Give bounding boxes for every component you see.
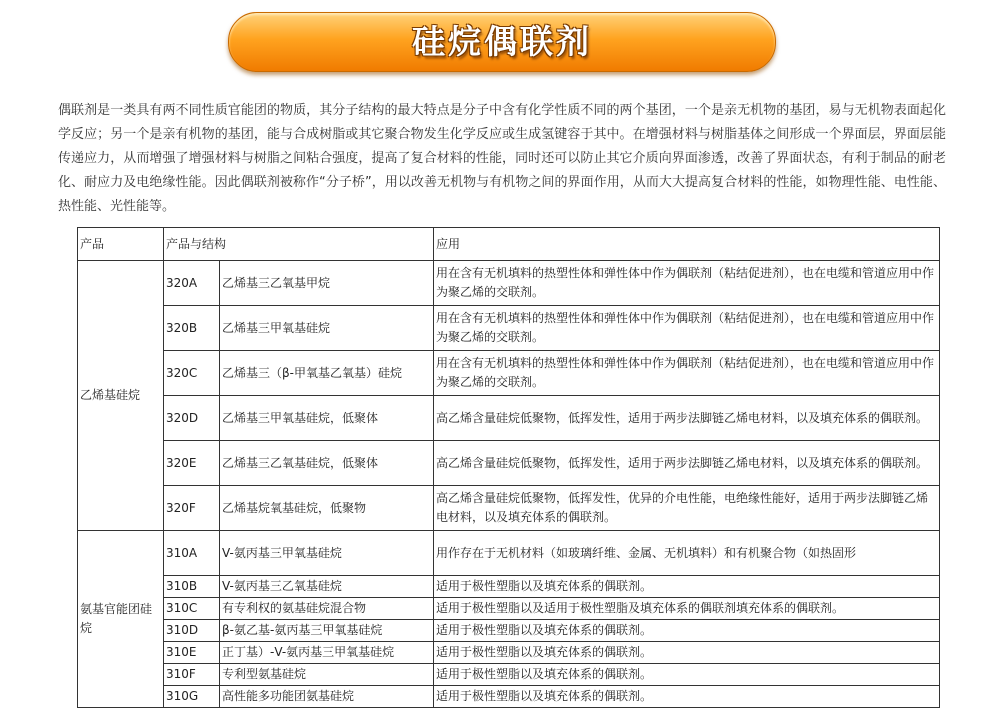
product-name: 乙烯基三甲氧基硅烷，低聚体	[220, 396, 434, 441]
product-application: 适用于极性塑脂以及填充体系的偶联剂。	[434, 576, 940, 598]
product-application: 适用于极性塑脂以及适用于极性塑脂及填充体系的偶联剂填充体系的偶联剂。	[434, 598, 940, 620]
title-banner	[228, 12, 776, 72]
product-application: 用在含有无机填料的热塑性体和弹性体中作为偶联剂（粘结促进剂），也在电缆和管道应用中作为聚乙烯的交联剂。	[434, 261, 940, 306]
product-name: 乙烯基烷氧基硅烷，低聚物	[220, 486, 434, 531]
table-header-row	[78, 228, 940, 261]
page-title: 硅烷偶联剂	[412, 22, 592, 61]
product-name: 正丁基）-V-氨丙基三甲氧基硅烷	[220, 642, 434, 664]
product-code: 310C	[164, 598, 220, 620]
product-application: 高乙烯含量硅烷低聚物，低挥发性，适用于两步法脚链乙烯电材料，以及填充体系的偶联剂。	[434, 396, 940, 441]
product-name: 有专利权的氨基硅烷混合物	[220, 598, 434, 620]
product-name: 乙烯基三甲氧基硅烷	[220, 306, 434, 351]
table-row	[78, 531, 940, 576]
table-row	[78, 576, 940, 598]
table-row	[78, 598, 940, 620]
product-name: 乙烯基三乙氧基甲烷	[220, 261, 434, 306]
product-code: 310D	[164, 620, 220, 642]
product-code: 320E	[164, 441, 220, 486]
product-application: 用在含有无机填料的热塑性体和弹性体中作为偶联剂（粘结促进剂），也在电缆和管道应用中作为聚乙烯的交联剂。	[434, 306, 940, 351]
table-row	[78, 642, 940, 664]
product-application: 高乙烯含量硅烷低聚物，低挥发性，适用于两步法脚链乙烯电材料，以及填充体系的偶联剂。	[434, 441, 940, 486]
table-row	[78, 261, 940, 306]
product-code: 320B	[164, 306, 220, 351]
product-application: 适用于极性塑脂以及填充体系的偶联剂。	[434, 620, 940, 642]
product-code: 320C	[164, 351, 220, 396]
table-row	[78, 620, 940, 642]
product-application: 适用于极性塑脂以及填充体系的偶联剂。	[434, 642, 940, 664]
product-code: 310G	[164, 686, 220, 708]
product-application: 用在含有无机填料的热塑性体和弹性体中作为偶联剂（粘结促进剂），也在电缆和管道应用中作为聚乙烯的交联剂。	[434, 351, 940, 396]
header-application: 应用	[434, 228, 940, 261]
table-row	[78, 306, 940, 351]
product-name: 乙烯基三（β-甲氧基乙氧基）硅烷	[220, 351, 434, 396]
product-name: 专利型氨基硅烷	[220, 664, 434, 686]
product-name: V-氨丙基三乙氧基硅烷	[220, 576, 434, 598]
product-code: 310F	[164, 664, 220, 686]
table-row	[78, 486, 940, 531]
product-code: 320F	[164, 486, 220, 531]
header-product: 产品	[78, 228, 164, 261]
product-name: 高性能多功能团氨基硅烷	[220, 686, 434, 708]
intro-paragraph: 偶联剂是一类具有两不同性质官能团的物质，其分子结构的最大特点是分子中含有化学性质不同的两个基团，一个是亲无机物的基团，易与无机物表面起化学反应；另一个是亲有机物的基团，能与合成树脂或其它聚合物发生化学反应或生成氢键容于其中。在增强材料与树脂基体之间形成一个界面层，界面层能传递应力，从而增强了增强材料与树脂之间粘合强度，提高了复合材料的性能，同时还可以防止其它介质向界面渗透，改善了界面状态，有利于制品的耐老化、耐应力及电绝缘性能。因此偶联剂被称作“分子桥”，用以改善无机物与有机物之间的界面作用，从而大大提高复合材料的性能，如物理性能、电性能、热性能、光性能等。	[58, 103, 946, 214]
product-application: 适用于极性塑脂以及填充体系的偶联剂。	[434, 664, 940, 686]
product-application: 高乙烯含量硅烷低聚物，低挥发性，优异的介电性能，电绝缘性能好，适用于两步法脚链乙烯电材料，以及填充体系的偶联剂。	[434, 486, 940, 531]
table-row	[78, 351, 940, 396]
table-row	[78, 686, 940, 708]
table-row	[78, 396, 940, 441]
product-name: β-氨乙基-氨丙基三甲氧基硅烷	[220, 620, 434, 642]
product-code: 310E	[164, 642, 220, 664]
product-code: 320D	[164, 396, 220, 441]
product-name: 乙烯基三乙氧基硅烷，低聚体	[220, 441, 434, 486]
product-application: 用作存在于无机材料（如玻璃纤维、金属、无机填料）和有机聚合物（如热固形	[434, 531, 940, 576]
product-code: 310B	[164, 576, 220, 598]
category-cell: 氨基官能团硅烷	[78, 531, 164, 708]
product-name: V-氨丙基三甲氧基硅烷	[220, 531, 434, 576]
product-table	[77, 227, 940, 708]
category-cell: 乙烯基硅烷	[78, 261, 164, 531]
product-code: 310A	[164, 531, 220, 576]
product-application: 适用于极性塑脂以及填充体系的偶联剂。	[434, 686, 940, 708]
product-code: 320A	[164, 261, 220, 306]
table-row	[78, 664, 940, 686]
header-structure: 产品与结构	[164, 228, 434, 261]
table-row	[78, 441, 940, 486]
